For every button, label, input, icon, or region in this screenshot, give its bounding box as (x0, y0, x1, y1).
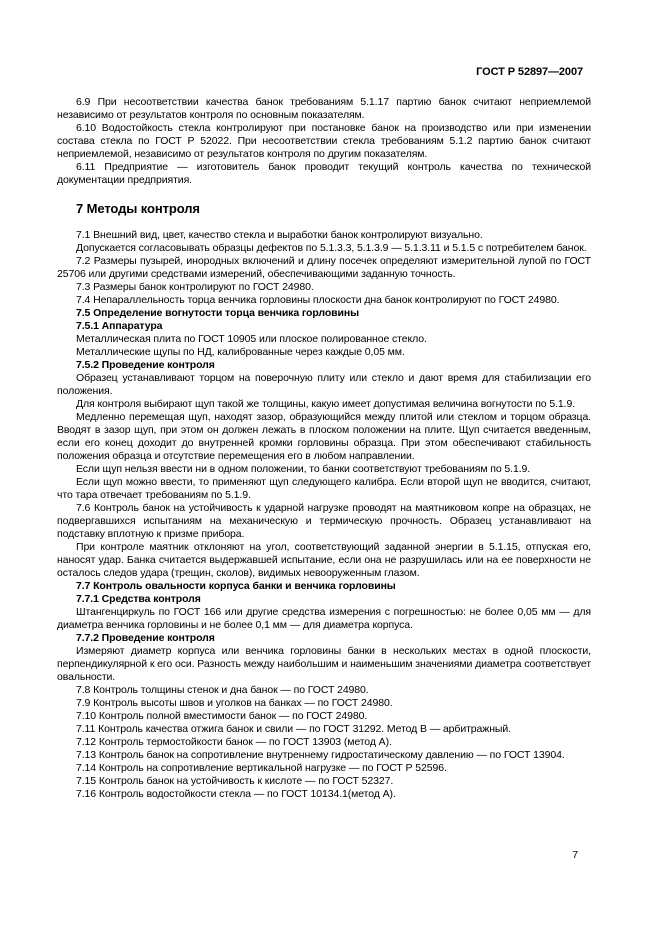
paragraph: 7.13 Контроль банок на сопротивление внутреннему гидростатическому давлению — по ГОСТ 13904. (76, 749, 565, 761)
subsection-heading: 7.7.2 Проведение контроля (76, 632, 215, 644)
paragraph: 7.15 Контроль банок на устойчивость к кислоте — по ГОСТ 52327. (76, 775, 394, 787)
paragraph: Если щуп нельзя ввести ни в одном положении, то банки соответствуют требованиям по 5.1.9. (76, 463, 531, 475)
page-number: 7 (572, 849, 578, 861)
paragraph: Измеряют диаметр корпуса или венчика горловины банки в нескольких местах в одной плоскости, перпендикулярной к его оси. Разность между наибольшим и наименьшим значениями диаметра соответствует овальности. (57, 645, 591, 683)
subsection-heading: 7.5.2 Проведение контроля (76, 359, 215, 371)
document-body (57, 96, 591, 801)
paragraph: Металлические щупы по НД, калиброванные через каждые 0,05 мм. (76, 346, 405, 358)
standard-header: ГОСТ Р 52897—2007 (476, 66, 583, 78)
paragraph: Металлическая плита по ГОСТ 10905 или плоское полированное стекло. (76, 333, 427, 345)
paragraph: Допускается согласовывать образцы дефектов по 5.1.3.3, 5.1.3.9 — 5.1.3.11 и 5.1.5 с потребителем банок. (76, 242, 587, 254)
paragraph: 7.12 Контроль термостойкости банок — по ГОСТ 13903 (метод А). (76, 736, 392, 748)
paragraph: 6.11 Предприятие — изготовитель банок проводит текущий контроль качества по технической документации предприятия. (57, 161, 591, 186)
paragraph: 7.10 Контроль полной вместимости банок — по ГОСТ 24980. (76, 710, 368, 722)
section-heading: 7 Методы контроля (76, 201, 200, 216)
paragraph: 7.1 Внешний вид, цвет, качество стекла и выработки банок контролируют визуально. (76, 229, 483, 241)
paragraph: 7.2 Размеры пузырей, инородных включений и длину посечек определяют измерительной лупой по ГОСТ 25706 или другими средствами измерений, обеспечивающими заданную точность. (57, 255, 591, 280)
paragraph: Штангенциркуль по ГОСТ 166 или другие средства измерения с погрешностью: не более 0,05 мм — для диаметра венчика горловины и не более 0,1 мм — для диаметра корпуса. (57, 606, 591, 631)
paragraph: 7.11 Контроль качества отжига банок и свили — по ГОСТ 31292. Метод В — арбитражный. (76, 723, 511, 735)
paragraph: Медленно перемещая щуп, находят зазор, образующийся между плитой или стеклом и торцом образца. Вводят в зазор щуп, при этом он должен лежать в плоском положении на плите. Щуп считается введенным, если его конец доходит до внутренней кромки горловины образца. При этом обеспечивают стабильность положения образца и отсутствие перемещения его в любом направлении. (57, 411, 591, 462)
paragraph: 7.3 Размеры банок контролируют по ГОСТ 24980. (76, 281, 314, 293)
paragraph: 7.4 Непараллельность торца венчика горловины плоскости дна банок контролируют по ГОСТ 24980. (76, 294, 560, 306)
paragraph: 7.6 Контроль банок на устойчивость к ударной нагрузке проводят на маятниковом копре на образцах, не подвергавшихся испытаниям на механическую и термическую прочность. Образец устанавливают на подставку вплотную к призме прибора. (57, 502, 591, 540)
paragraph: Если щуп можно ввести, то применяют щуп следующего калибра. Если второй щуп не вводится, считают, что тара отвечает требованиям по 5.1.9. (57, 476, 591, 501)
subsection-heading: 7.7.1 Средства контроля (76, 593, 201, 605)
paragraph: 6.10 Водостойкость стекла контролируют при постановке банок на производство или при изменении состава стекла по ГОСТ Р 52022. При несоответствии стекла требованиям 5.1.2 партию банок считают неприемлемой, независимо от результатов контроля по другим показателям. (57, 122, 591, 160)
paragraph: Для контроля выбирают щуп такой же толщины, какую имеет допустимая величина вогнутости по 5.1.9. (76, 398, 576, 410)
subsection-heading: 7.7 Контроль овальности корпуса банки и венчика горловины (76, 580, 396, 592)
paragraph: 7.16 Контроль водостойкости стекла — по ГОСТ 10134.1(метод А). (76, 788, 396, 800)
paragraph: 6.9 При несоответствии качества банок требованиям 5.1.17 партию банок считают неприемлемой независимо от результатов контроля по основным показателям. (57, 96, 591, 121)
subsection-heading: 7.5 Определение вогнутости торца венчика горловины (76, 307, 359, 319)
paragraph: 7.14 Контроль на сопротивление вертикальной нагрузке — по ГОСТ Р 52596. (76, 762, 447, 774)
paragraph: 7.8 Контроль толщины стенок и дна банок — по ГОСТ 24980. (76, 684, 369, 696)
subsection-heading: 7.5.1 Аппаратура (76, 320, 163, 332)
paragraph: 7.9 Контроль высоты швов и уголков на банках — по ГОСТ 24980. (76, 697, 393, 709)
paragraph: При контроле маятник отклоняют на угол, соответствующий заданной энергии в 5.1.15, отпуская его, наносят удар. Банка считается выдержавшей испытание, если она не разрушилась или на ее поверхности не осталось следов удара (трещин, сколов), видимых невооруженным глазом. (57, 541, 591, 579)
paragraph: Образец устанавливают торцом на поверочную плиту или стекло и дают время для стабилизации его положения. (57, 372, 591, 397)
